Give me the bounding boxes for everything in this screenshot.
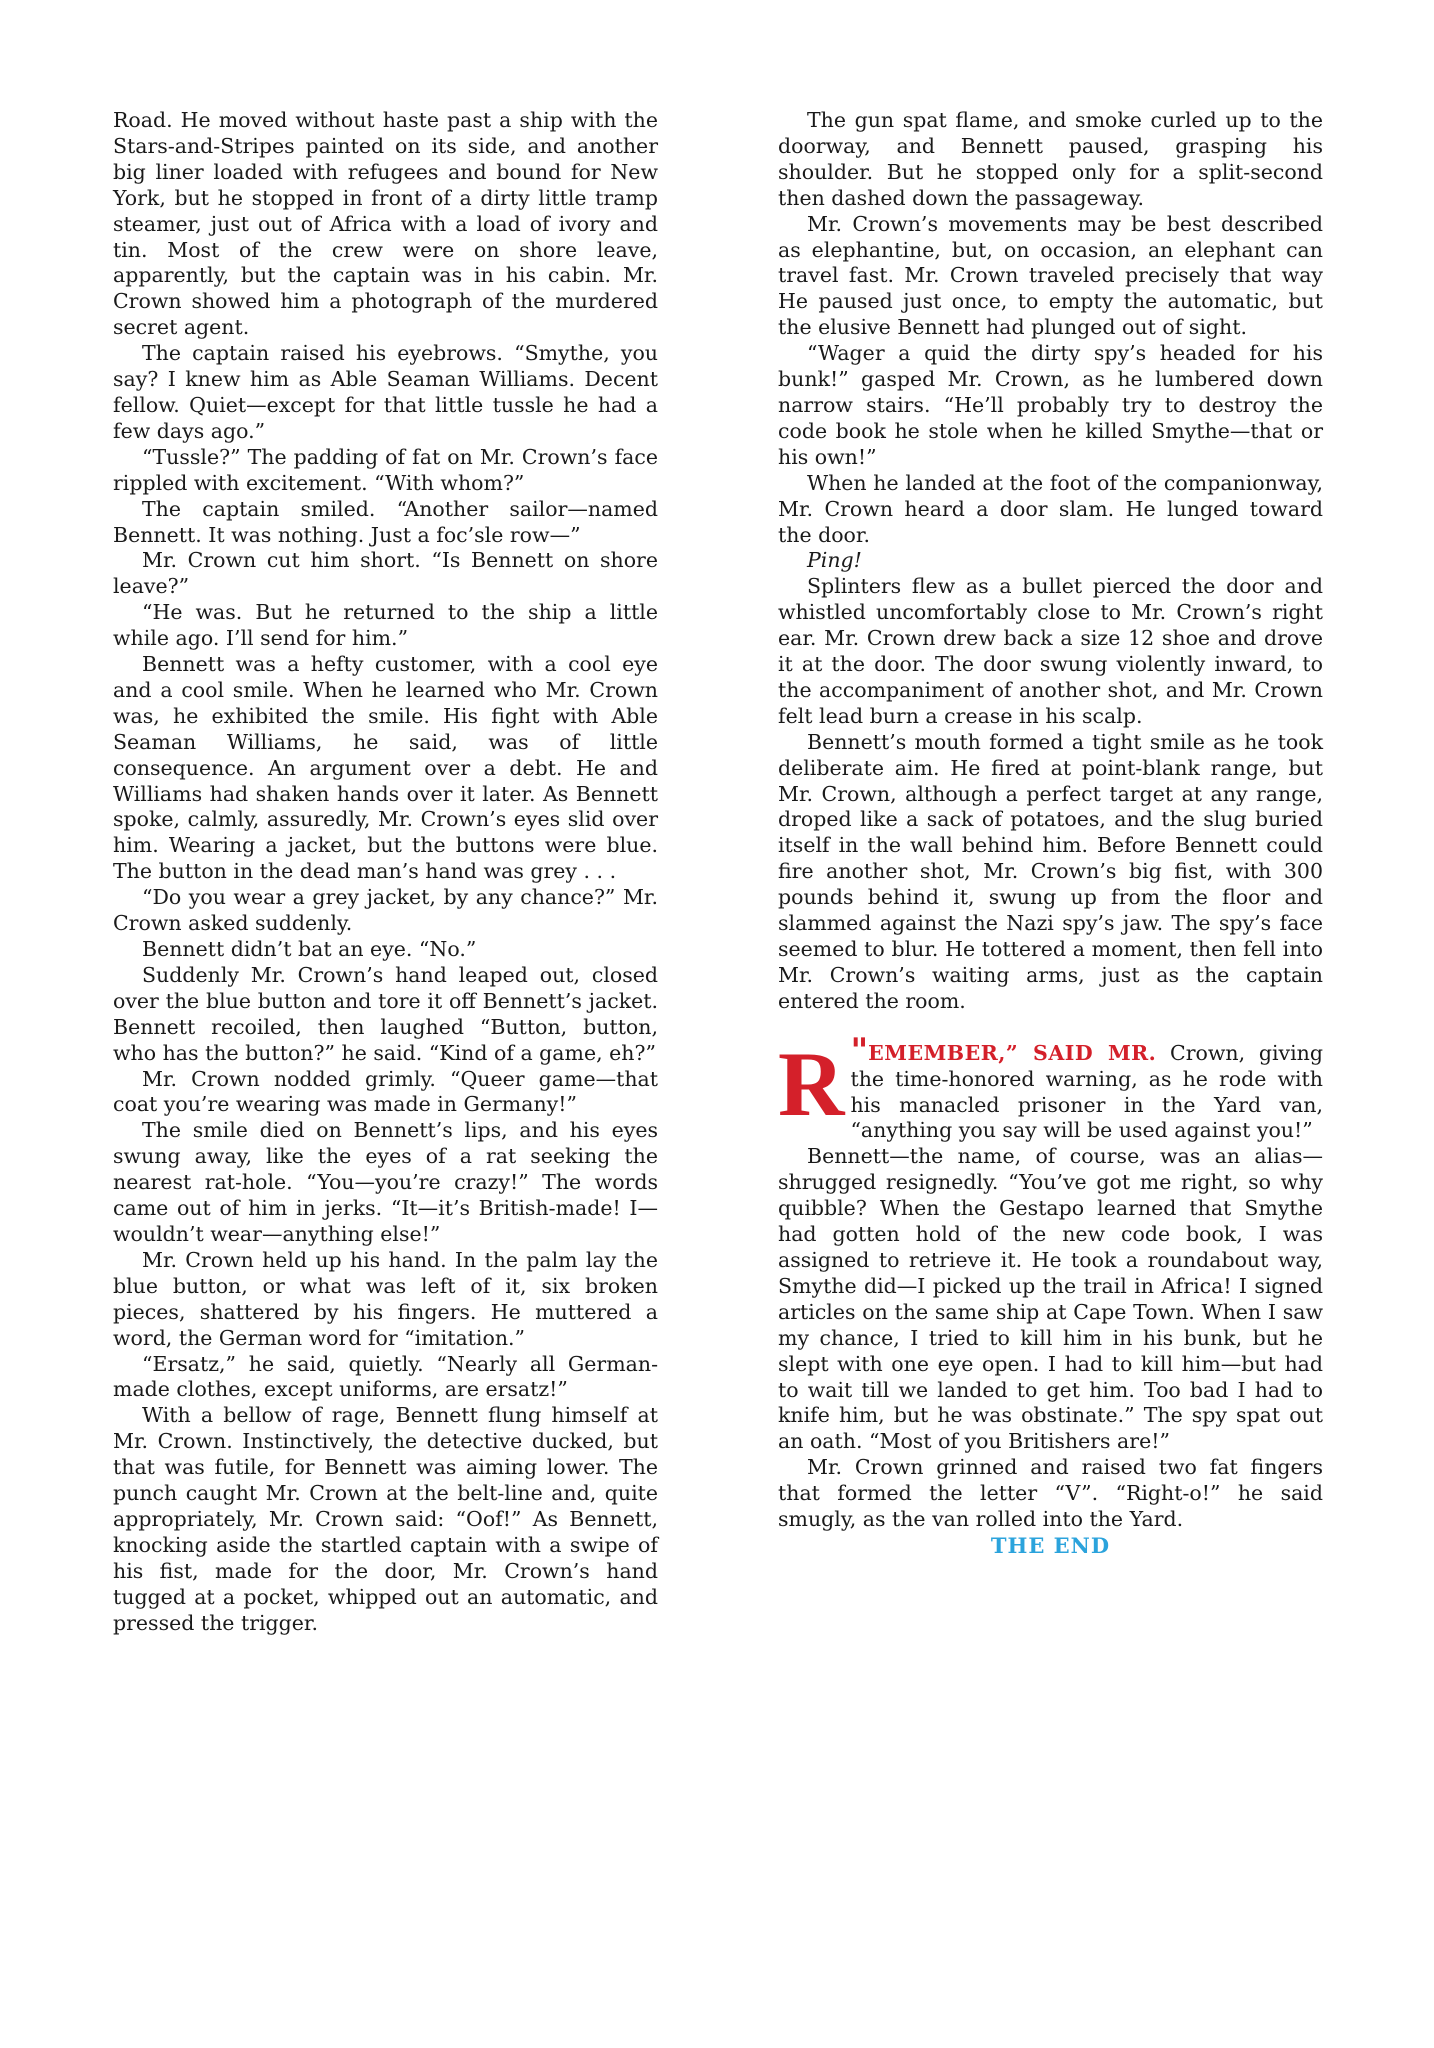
paragraph: When he landed at the foot of the companionway, Mr. Crown heard a door slam. He lunged toward the door.: [778, 470, 1323, 547]
right-column: [778, 108, 1323, 1560]
section-lead-paragraph: [778, 1030, 1323, 1145]
paragraph: Bennett didn’t bat an eye. “No.”: [142, 937, 477, 961]
paragraph: Mr. Crown held up his hand. In the palm lay the blue button, or what was left of it, six broken pieces, shattered by his fingers. He muttered a word, the German word for “imitation.”: [113, 1247, 658, 1350]
paragraph: “Do you wear a grey jacket, by any chance?” Mr. Crown asked suddenly.: [113, 885, 658, 936]
paragraph: Mr. Crown cut him short. “Is Bennett on shore leave?”: [113, 548, 658, 599]
paragraph: The smile died on Bennett’s lips, and his eyes swung away, like the eyes of a rat seeking the nearest rat-hole. “You—you’re crazy!” The words came out of him in jerks. “It—it’s British-made! I—wouldn’t wear—anything else!”: [113, 1118, 658, 1246]
section-lead-caps: EMEMBER,” SAID MR.: [868, 1040, 1157, 1065]
paragraph: The gun spat flame, and smoke curled up to the doorway, and Bennett paused, grasping his shoulder. But he stopped only for a split-second then dashed down the passageway.: [778, 108, 1323, 210]
paragraph: The captain raised his eyebrows. “Smythe, you say? I knew him as Able Seaman Williams. Decent fellow. Quiet—except for that little tussle he had a few days ago.”: [113, 341, 658, 443]
paragraph: Mr. Crown’s movements may be best described as elephantine, but, on occasion, an elephant can travel fast. Mr. Crown traveled precisely that way He paused just once, to empty the automatic, but the elusive Bennett had plunged out of sight.: [778, 211, 1323, 340]
section-lead-text: Crown, giving the time-honored warning, as he rode with his manacled prisoner in the Yard van, “anything you say will be used against you!”: [850, 1040, 1323, 1143]
paragraph: Splinters flew as a bullet pierced the door and whistled uncomfortably close to Mr. Crown’s right ear. Mr. Crown drew back a size 12 shoe and drove it at the door. The door swung violently inward, to the accompaniment of another shot, and Mr. Crown felt lead burn a crease in his scalp.: [778, 574, 1323, 728]
drop-cap: R: [778, 1032, 845, 1135]
paragraph: “He was. But he returned to the ship a little while ago. I’ll send for him.”: [113, 600, 658, 651]
paragraph: “Ersatz,” he said, quietly. “Nearly all German-made clothes, except uniforms, are ersatz!”: [113, 1351, 658, 1402]
paragraph: “Tussle?” The padding of fat on Mr. Crown’s face rippled with excitement. “With whom?”: [113, 444, 658, 495]
the-end-line: [778, 1533, 1323, 1560]
paragraph: With a bellow of rage, Bennett flung himself at Mr. Crown. Instinctively, the detective ducked, but that was futile, for Bennett was aiming lower. The punch caught Mr. Crown at the belt-line and, quite appropriately, Mr. Crown said: “Oof!” As Bennett, knocking aside the startled captain with a swipe of his fist, made for the door, Mr. Crown’s hand tugged at a pocket, whipped out an automatic, and pressed the trigger.: [113, 1403, 658, 1635]
paragraph: Bennett was a hefty customer, with a cool eye and a cool smile. When he learned who Mr. Crown was, he exhibited the smile. His fight with Able Seaman Williams, he said, was of little consequence. An argument over a debt. He and Williams had shaken hands over it later. As Bennett spoke, calmly, assuredly, Mr. Crown’s eyes slid over him. Wearing a jacket, but the buttons were blue. The button in the dead man’s hand was grey . . .: [113, 652, 658, 884]
paragraph: Suddenly Mr. Crown’s hand leaped out, closed over the blue button and tore it off Bennett’s jacket. Bennett recoiled, then laughed “Button, button, who has the button?” he said. “Kind of a game, eh?”: [113, 962, 658, 1065]
open-quote-ornament: ": [850, 1030, 869, 1071]
paragraph: Mr. Crown grinned and raised two fat fingers that formed the letter “V”. “Right-o!” he said smugly, as the van rolled into the Yard.: [778, 1455, 1323, 1532]
ping-sound: Ping!: [807, 548, 862, 573]
the-end-label: THE END: [990, 1532, 1111, 1558]
paragraph: Road. He moved without haste past a ship with the Stars-and-Stripes painted on its side, and another big liner loaded with refugees and bound for New York, but he stopped in front of a dirty little tramp steamer, just out of Africa with a load of ivory and tin. Most of the crew were on shore leave, apparently, but the captain was in his cabin. Mr. Crown showed him a photograph of the murdered secret agent.: [113, 108, 658, 340]
left-column: [113, 108, 658, 1636]
paragraph: “Wager a quid the dirty spy’s headed for his bunk!” gasped Mr. Crown, as he lumbered down narrow stairs. “He’ll probably try to destroy the code book he stole when he killed Smythe—that or his own!”: [778, 341, 1323, 469]
paragraph: Bennett—the name, of course, was an alias—shrugged resignedly. “You’ve got me right, so why quibble? When the Gestapo learned that Smythe had gotten hold of the new code book, I was assigned to retrieve it. He took a roundabout way, Smythe did—I picked up the trail in Africa! I signed articles on the same ship at Cape Town. When I saw my chance, I tried to kill him in his bunk, but he slept with one eye open. I had to kill him—but had to wait till we landed to get him. Too bad I had to knife him, but he was obstinate.” The spy spat out an oath. “Most of you Britishers are!”: [778, 1144, 1323, 1454]
paragraph: Mr. Crown nodded grimly. “Queer game—that coat you’re wearing was made in Germany!”: [113, 1066, 658, 1117]
paragraph: Bennett’s mouth formed a tight smile as he took deliberate aim. He fired at point-blank range, but Mr. Crown, although a perfect target at any range, droped like a sack of potatoes, and the slug buried itself in the wall behind him. Before Bennett could fire another shot, Mr. Crown’s big fist, with 300 pounds behind it, swung up from the floor and slammed against the Nazi spy’s jaw. The spy’s face seemed to blur. He tottered a moment, then fell into Mr. Crown’s waiting arms, just as the captain entered the room.: [778, 729, 1323, 1013]
paragraph: The captain smiled. “Another sailor—named Bennett. It was nothing. Just a foc’sle row—”: [113, 496, 658, 547]
